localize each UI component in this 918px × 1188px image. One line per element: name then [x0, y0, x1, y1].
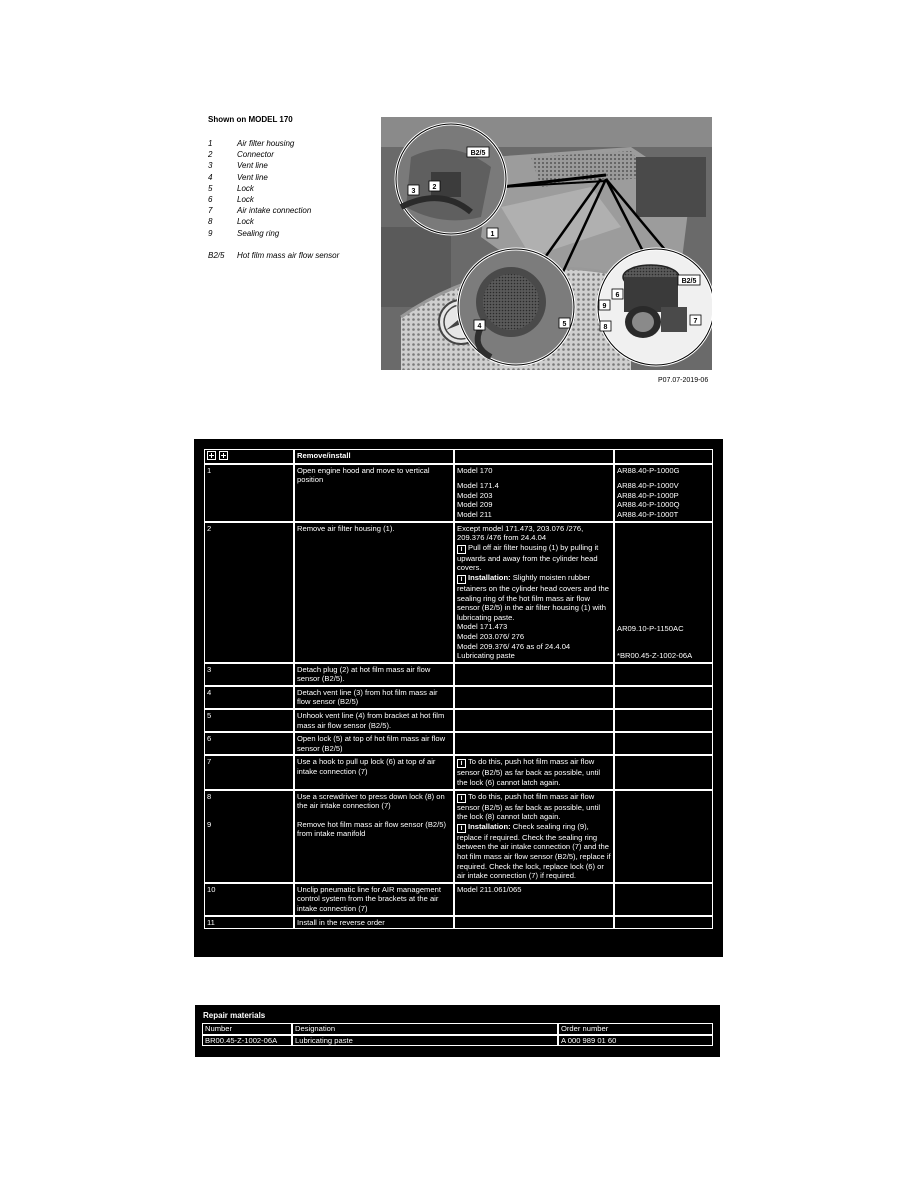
step-notes: i To do this, push hot film mass air flow sensor (B2/5) as far back as possible, until the lock (8) cannot latch again. i Installation: Check sealing ring (9), replace if required. Check the sealing ring between the air intake connection (7) and the hot film mass air flow sensor (B2/5), replace if required. Check the lock, replace lock (6) or air intake connection (7) if required. — [454, 790, 614, 883]
table-row — [204, 522, 713, 663]
figure-legend — [208, 115, 378, 261]
expand-icon — [207, 451, 216, 460]
step-action: Unhook vent line (4) from bracket at hot film mass air flow sensor (B2/5). — [294, 709, 454, 732]
legend-item: 3 Vent line — [208, 161, 268, 171]
material-designation: Lubricating paste — [292, 1035, 558, 1047]
material-number: BR00.45-Z-1002-06A — [202, 1035, 292, 1047]
step-number: 1 — [204, 464, 294, 522]
ref-link[interactable]: *BR00.45-Z-1002-06A — [617, 651, 693, 661]
legend-item: 8 Lock — [208, 217, 254, 227]
step-action: Remove air filter housing (1). — [294, 522, 454, 663]
engine-bay-illustration — [381, 117, 712, 370]
header-title: Remove/install — [294, 449, 454, 464]
repair-materials-title: Repair materials — [203, 1011, 266, 1020]
photo-code: P07.07-2019-06 — [658, 377, 709, 384]
step-number: 8 9 — [204, 790, 294, 883]
remove-install-panel — [194, 439, 723, 957]
repair-materials-panel — [195, 1005, 720, 1057]
step-action: Install in the reverse order — [294, 916, 454, 930]
callout-8: 8 — [603, 324, 608, 331]
callout-6: 6 — [615, 292, 620, 299]
step-action: Use a hook to pull up lock (6) at top of air intake connection (7) — [294, 755, 454, 789]
step-number: 3 — [204, 663, 294, 686]
table-row — [204, 709, 713, 732]
expand-icon — [219, 451, 228, 460]
ref-link[interactable]: AR88.40-P-1000P — [617, 490, 679, 500]
callout-1: 1 — [490, 231, 495, 238]
legend-item: 6 Lock — [208, 194, 254, 204]
step-action: Open engine hood and move to vertical position — [294, 464, 454, 522]
step-number: 5 — [204, 709, 294, 732]
table-row — [204, 916, 713, 930]
callout-4: 4 — [477, 323, 482, 330]
callout-2: 2 — [432, 184, 437, 191]
remove-install-table — [204, 449, 713, 929]
step-models: Model 170 Model 171.4 Model 203 Model 209 Model 211 — [454, 464, 614, 522]
callout-7: 7 — [693, 318, 698, 325]
callout-b25-right: B2/5 — [681, 278, 697, 285]
legend-item: 7 Air intake connection — [208, 206, 312, 216]
step-action: Open lock (5) at top of hot film mass air flow sensor (B2/5) — [294, 732, 454, 755]
legend-item: 4 Vent line — [208, 172, 268, 182]
step-number: 11 — [204, 916, 294, 930]
table-header-row — [202, 1023, 713, 1035]
info-icon: i — [457, 794, 466, 803]
step-action: Use a screwdriver to press down lock (8) on the air intake connection (7) Remove hot film mass air flow sensor (B2/5) from intake manifold — [294, 790, 454, 883]
info-icon: i — [457, 824, 466, 833]
step-action: Unclip pneumatic line for AIR management control system from the brackets at the air intake connection (7) — [294, 883, 454, 916]
legend-item: 9 Sealing ring — [208, 228, 280, 238]
step-number: 2 — [204, 522, 294, 663]
legend-title: Shown on MODEL 170 — [208, 115, 293, 124]
ref-link[interactable]: AR88.40-P-1000G — [617, 465, 680, 475]
engine-bay-photo — [381, 117, 712, 370]
step-refs — [614, 464, 713, 522]
legend-item-sensor: B2/5 Hot film mass air flow sensor — [208, 250, 340, 260]
step-number: 10 — [204, 883, 294, 916]
step-action: Detach plug (2) at hot film mass air flow sensor (B2/5). — [294, 663, 454, 686]
material-order-number: A 000 989 01 60 — [558, 1035, 713, 1047]
legend-item: 2 Connector — [208, 150, 274, 160]
table-row — [204, 883, 713, 916]
step-models: Model 211.061/065 — [454, 883, 614, 916]
table-row — [204, 755, 713, 789]
info-icon: i — [457, 575, 466, 584]
step-number: 4 — [204, 686, 294, 709]
table-row — [204, 663, 713, 686]
callout-5: 5 — [562, 321, 567, 328]
table-header-row — [204, 449, 713, 464]
callout-b25-left: B2/5 — [470, 150, 486, 157]
col-header-number: Number — [202, 1023, 292, 1035]
callout-9: 9 — [602, 303, 607, 310]
table-row — [202, 1035, 713, 1047]
step-notes: Except model 171.473, 203.076 /276, 209.376 /476 from 24.4.04 i Pull off air filter housing (1) by pulling it upwards and away from the cylinder head covers. i Installation: Slightly moisten rubber retainers on the cylinder head covers and the sealing ring of the hot film mass air flow sensor (B2/5) in the air filter housing (1) with lubricating paste. Model 171.473 Model 203.076/ 276 Model 209.376/ 476 as of 24.4.04 Lubricating paste — [454, 522, 614, 663]
table-row — [204, 732, 713, 755]
col-header-designation: Designation — [292, 1023, 558, 1035]
legend-item: 5 Lock — [208, 183, 254, 193]
header-icons — [204, 449, 294, 464]
col-header-order: Order number — [558, 1023, 713, 1035]
table-row — [204, 464, 713, 522]
info-icon: i — [457, 759, 466, 768]
ref-link[interactable]: AR88.40-P-1000Q — [617, 500, 680, 510]
step-action: Detach vent line (3) from hot film mass air flow sensor (B2/5) — [294, 686, 454, 709]
repair-materials-table — [202, 1023, 713, 1046]
callout-3: 3 — [411, 188, 416, 195]
table-row — [204, 790, 713, 883]
table-row — [204, 686, 713, 709]
step-notes: i To do this, push hot film mass air flow sensor (B2/5) as far back as possible, until the lock (6) cannot latch again. — [454, 755, 614, 789]
step-number: 6 — [204, 732, 294, 755]
ref-link[interactable]: AR09.10-P-1150AC — [617, 623, 684, 633]
info-icon: i — [457, 545, 466, 554]
step-number: 7 — [204, 755, 294, 789]
ref-link[interactable]: AR88.40-P-1000T — [617, 509, 679, 519]
legend-item: 1 Air filter housing — [208, 139, 295, 148]
step-refs — [614, 522, 713, 663]
ref-link[interactable]: AR88.40-P-1000V — [617, 481, 679, 491]
